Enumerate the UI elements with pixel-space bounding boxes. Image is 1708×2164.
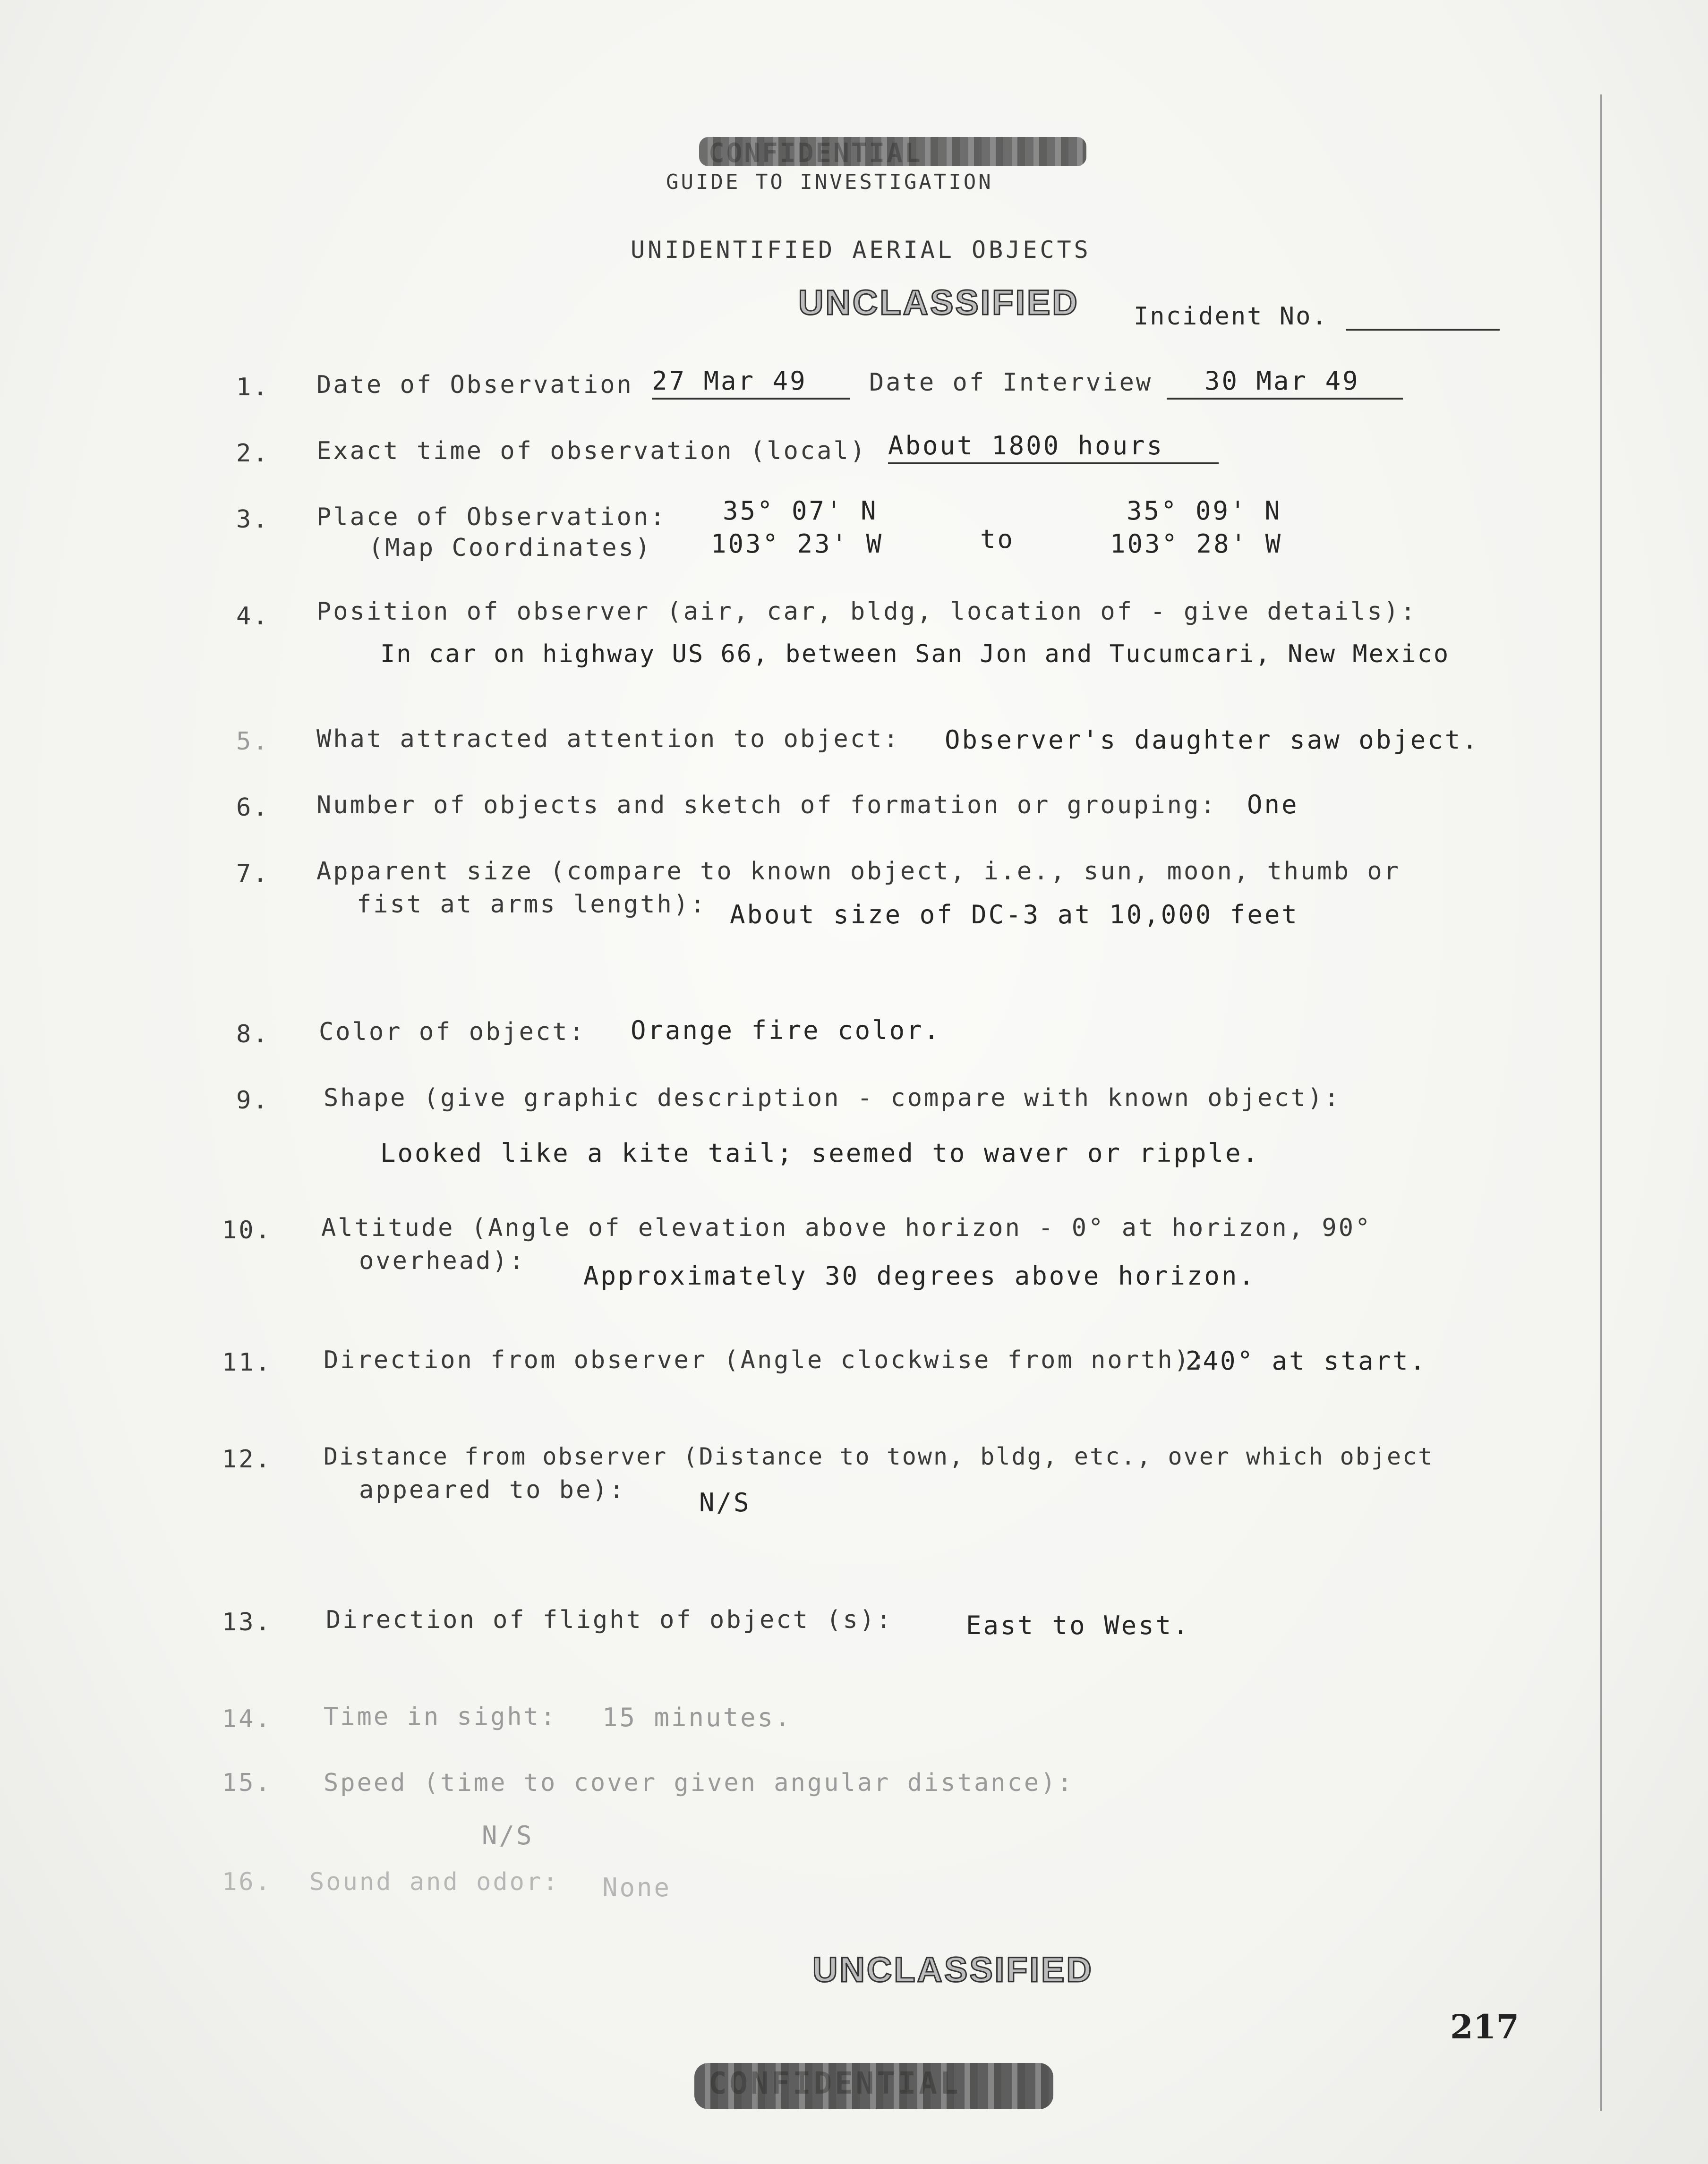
incident-label: Incident No. [1134,302,1328,331]
coord-to-west: 103° 28' W [1110,529,1283,559]
altitude-value: Approximately 30 degrees above horizon. [583,1261,1256,1291]
item-number: 16. [222,1868,272,1896]
item-number: 9. [236,1086,270,1115]
coord-to-separator: to [980,524,1015,554]
item-number: 5. [236,727,270,756]
item-label-shape: Shape (give graphic description - compare with known object): [324,1084,1341,1112]
item-number: 7. [236,860,270,888]
distance-value: N/S [699,1488,751,1517]
confidential-stamp-text: CONFIDENTIAL [709,138,922,169]
item-label-date-observation: Date of Observation [316,371,633,399]
item-label-attention: What attracted attention to object: [316,725,900,753]
item-label-number-objects: Number of objects and sketch of formation or grouping: [316,791,1217,819]
item-number: 3. [236,505,270,534]
item-label-altitude-cont: overhead): [359,1247,526,1275]
guide-title: GUIDE TO INVESTIGATION [666,170,993,194]
item-number: 1. [236,373,270,401]
item-number: 15. [222,1769,272,1797]
form-title: UNIDENTIFIED AERIAL OBJECTS [631,236,1091,264]
item-number: 6. [236,793,270,822]
item-label-date-interview: Date of Interview [869,368,1153,397]
item-number: 11. [222,1348,272,1377]
flight-direction-value: East to West. [966,1610,1190,1640]
item-number: 13. [222,1608,272,1636]
number-objects-value: One [1247,790,1299,819]
item-label-distance-cont: appeared to be): [359,1476,626,1504]
color-value: Orange fire color. [631,1015,941,1045]
page-number: 217 [1450,2007,1520,2046]
item-label-map-coordinates: (Map Coordinates) [368,534,652,562]
time-value: About 1800 hours [888,431,1219,464]
position-value: In car on highway US 66, between San Jon and Tucumcari, New Mexico [380,640,1450,668]
unclassified-stamp-bottom: UNCLASSIFIED [812,1950,1093,1989]
direction-value: 240° at start. [1186,1346,1427,1376]
time-in-sight-value: 15 minutes. [602,1703,792,1732]
item-number: 4. [236,602,270,630]
date-interview-value: 30 Mar 49 [1167,366,1403,400]
attention-value: Observer's daughter saw object. [945,725,1479,755]
item-label-flight-direction: Direction of flight of object (s): [326,1606,893,1634]
unclassified-stamp-top: UNCLASSIFIED [798,283,1079,322]
coord-from-west: 103° 23' W [711,529,884,559]
item-number: 8. [236,1020,270,1048]
coord-from-north: 35° 07' N [723,496,878,526]
item-number: 14. [222,1705,272,1733]
size-value: About size of DC-3 at 10,000 feet [730,900,1299,929]
item-label-altitude: Altitude (Angle of elevation above horizon - 0° at horizon, 90° [321,1214,1372,1242]
item-label-time-in-sight: Time in sight: [324,1703,557,1731]
sound-value: None [602,1873,672,1902]
item-label-sound: Sound and odor: [309,1868,560,1896]
incident-blank-line [1346,329,1500,331]
coord-to-north: 35° 09' N [1127,496,1282,526]
date-observation-value: 27 Mar 49 [652,366,850,400]
item-label-place: Place of Observation: [316,503,667,531]
shape-value: Looked like a kite tail; seemed to waver or ripple. [380,1138,1260,1168]
item-label-size: Apparent size (compare to known object, i.e., sun, moon, thumb or [316,857,1401,886]
item-label-position: Position of observer (air, car, bldg, location of - give details): [316,597,1418,626]
item-number: 2. [236,439,270,468]
margin-rule [1600,94,1602,2111]
item-label-color: Color of object: [319,1018,586,1046]
confidential-stamp-bottom-text: CONFIDENTIAL [709,2066,961,2101]
item-label-direction: Direction from observer (Angle clockwise from north): [324,1346,1208,1374]
item-number: 10. [222,1216,272,1244]
item-label-size-cont: fist at arms length): [357,890,707,919]
item-number: 12. [222,1445,272,1474]
item-label-distance: Distance from observer (Distance to town, bldg, etc., over which object [324,1443,1434,1470]
speed-value: N/S [482,1821,534,1850]
item-label-speed: Speed (time to cover given angular distance): [324,1769,1074,1797]
item-label-time: Exact time of observation (local) [316,437,867,465]
